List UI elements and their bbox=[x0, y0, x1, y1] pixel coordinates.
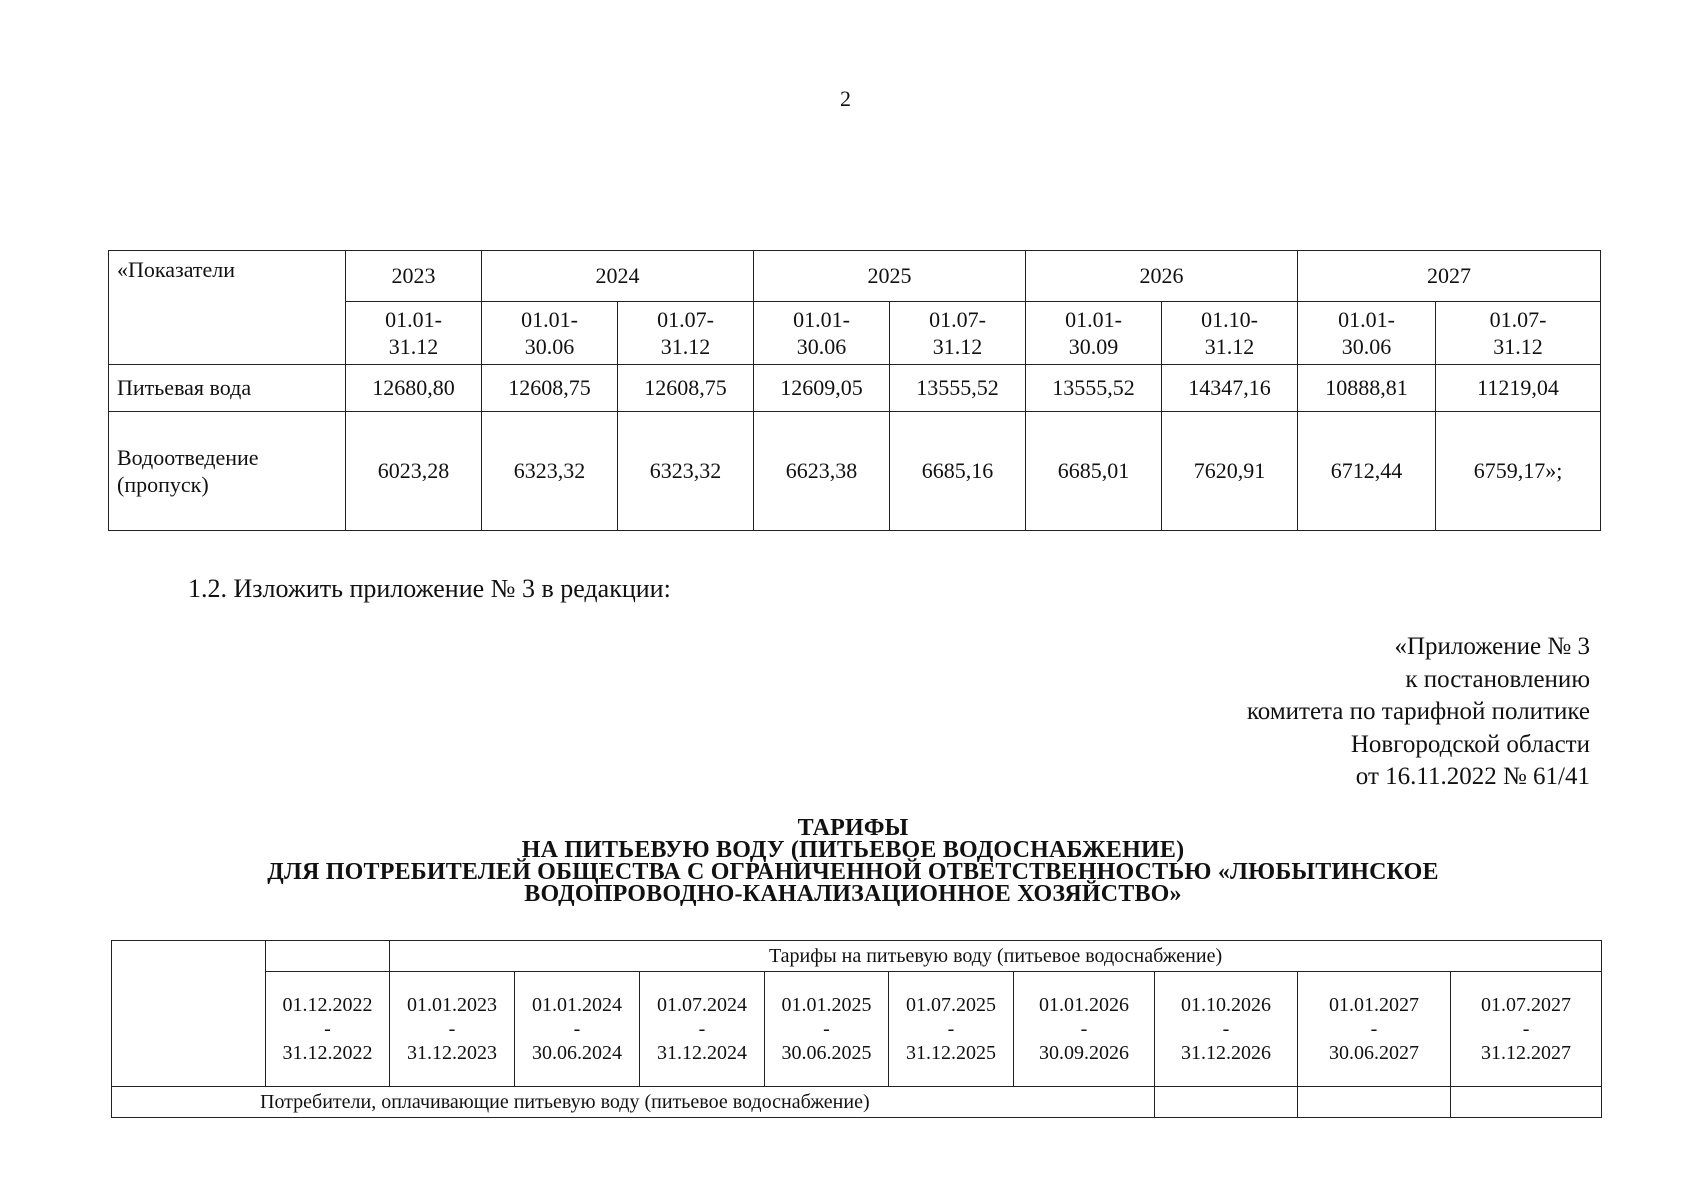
period-cell: 01.01- 30.09 bbox=[1026, 302, 1162, 365]
value-cell: 6685,16 bbox=[890, 412, 1026, 531]
appendix-line: Новгородской области bbox=[1350, 730, 1590, 758]
period-cell: 01.07- 31.12 bbox=[890, 302, 1026, 365]
document-title bbox=[108, 817, 1598, 905]
title-line: ДЛЯ ПОТРЕБИТЕЛЕЙ ОБЩЕСТВА С ОГРАНИЧЕННОЙ ОТВЕТСТВЕННОСТЬЮ «ЛЮБЫТИНСКОЕ bbox=[267, 859, 1439, 885]
value-cell: 12609,05 bbox=[754, 365, 890, 412]
value-cell: 6323,32 bbox=[618, 412, 754, 531]
period-cell: 01.01- 31.12 bbox=[346, 302, 482, 365]
value-cell: 10888,81 bbox=[1298, 365, 1436, 412]
empty-cell bbox=[1451, 1087, 1602, 1118]
empty-cell bbox=[1155, 1087, 1298, 1118]
period-cell: 01.01.2023 - 31.12.2023 bbox=[390, 972, 515, 1087]
appendix-line: комитета по тарифной политике bbox=[1246, 698, 1590, 725]
value-cell: 6323,32 bbox=[482, 412, 618, 531]
period-cell: 01.01.2027 - 30.06.2027 bbox=[1298, 972, 1451, 1087]
value-cell: 12608,75 bbox=[482, 365, 618, 412]
drinking-water-tariffs-table bbox=[111, 940, 1602, 1118]
value-cell: 6623,38 bbox=[754, 412, 890, 531]
empty-header-cell bbox=[266, 941, 390, 972]
period-cell: 01.01- 30.06 bbox=[754, 302, 890, 365]
appendix-line: от 16.11.2022 № 61/41 bbox=[1355, 763, 1590, 790]
value-cell: 14347,16 bbox=[1162, 365, 1298, 412]
tariff-indicators-table bbox=[108, 250, 1601, 531]
value-cell: 6023,28 bbox=[346, 412, 482, 531]
period-cell: 01.07.2024 - 31.12.2024 bbox=[640, 972, 765, 1087]
period-cell: 01.01- 30.06 bbox=[1298, 302, 1436, 365]
appendix-reference bbox=[1247, 631, 1590, 794]
period-cell: 01.01.2024 - 30.06.2024 bbox=[515, 972, 640, 1087]
empty-cell bbox=[1298, 1087, 1451, 1118]
header-label-cell: «Показатели bbox=[109, 251, 346, 365]
period-cell: 01.07- 31.12 bbox=[618, 302, 754, 365]
year-cell: 2023 bbox=[346, 251, 482, 302]
appendix-line: «Приложение № 3 bbox=[1394, 633, 1590, 660]
value-cell: 6759,17»; bbox=[1436, 412, 1601, 531]
empty-corner-cell bbox=[112, 941, 266, 1087]
consumers-row-label: Потребители, оплачивающие питьевую воду (питьевое водоснабжение) bbox=[112, 1087, 1155, 1118]
period-cell: 01.01- 30.06 bbox=[482, 302, 618, 365]
value-cell: 6685,01 bbox=[1026, 412, 1162, 531]
period-cell: 01.12.2022 - 31.12.2022 bbox=[266, 972, 390, 1087]
title-line: ВОДОПРОВОДНО-КАНАЛИЗАЦИОННОЕ ХОЗЯЙСТВО» bbox=[524, 881, 1182, 907]
period-cell: 01.07.2027 - 31.12.2027 bbox=[1451, 972, 1602, 1087]
year-cell: 2024 bbox=[482, 251, 754, 302]
period-cell: 01.07.2025 - 31.12.2025 bbox=[889, 972, 1014, 1087]
period-cell: 01.10.2026 - 31.12.2026 bbox=[1155, 972, 1298, 1087]
value-cell: 6712,44 bbox=[1298, 412, 1436, 531]
period-cell: 01.10- 31.12 bbox=[1162, 302, 1298, 365]
row-label: Водоотведение (пропуск) bbox=[109, 412, 346, 531]
year-cell: 2026 bbox=[1026, 251, 1298, 302]
period-cell: 01.01.2025 - 30.06.2025 bbox=[765, 972, 889, 1087]
value-cell: 12680,80 bbox=[346, 365, 482, 412]
year-cell: 2027 bbox=[1298, 251, 1601, 302]
period-cell: 01.01.2026 - 30.09.2026 bbox=[1014, 972, 1155, 1087]
value-cell: 12608,75 bbox=[618, 365, 754, 412]
page-number: 2 bbox=[840, 86, 851, 111]
year-cell: 2025 bbox=[754, 251, 1026, 302]
table-row bbox=[109, 365, 1601, 412]
value-cell: 11219,04 bbox=[1436, 365, 1601, 412]
paragraph-1-2: 1.2. Изложить приложение № 3 в редакции: bbox=[188, 574, 671, 603]
value-cell: 13555,52 bbox=[890, 365, 1026, 412]
table-row bbox=[109, 412, 1601, 531]
title-line: ТАРИФЫ bbox=[797, 815, 909, 841]
row-label: Питьевая вода bbox=[109, 365, 346, 412]
title-line: НА ПИТЬЕВУЮ ВОДУ (ПИТЬЕВОЕ ВОДОСНАБЖЕНИЕ) bbox=[521, 837, 1185, 863]
period-cell: 01.07- 31.12 bbox=[1436, 302, 1601, 365]
value-cell: 13555,52 bbox=[1026, 365, 1162, 412]
group-header: Тарифы на питьевую воду (питьевое водоснабжение) bbox=[390, 941, 1602, 972]
value-cell: 7620,91 bbox=[1162, 412, 1298, 531]
appendix-line: к постановлению bbox=[1405, 665, 1590, 693]
